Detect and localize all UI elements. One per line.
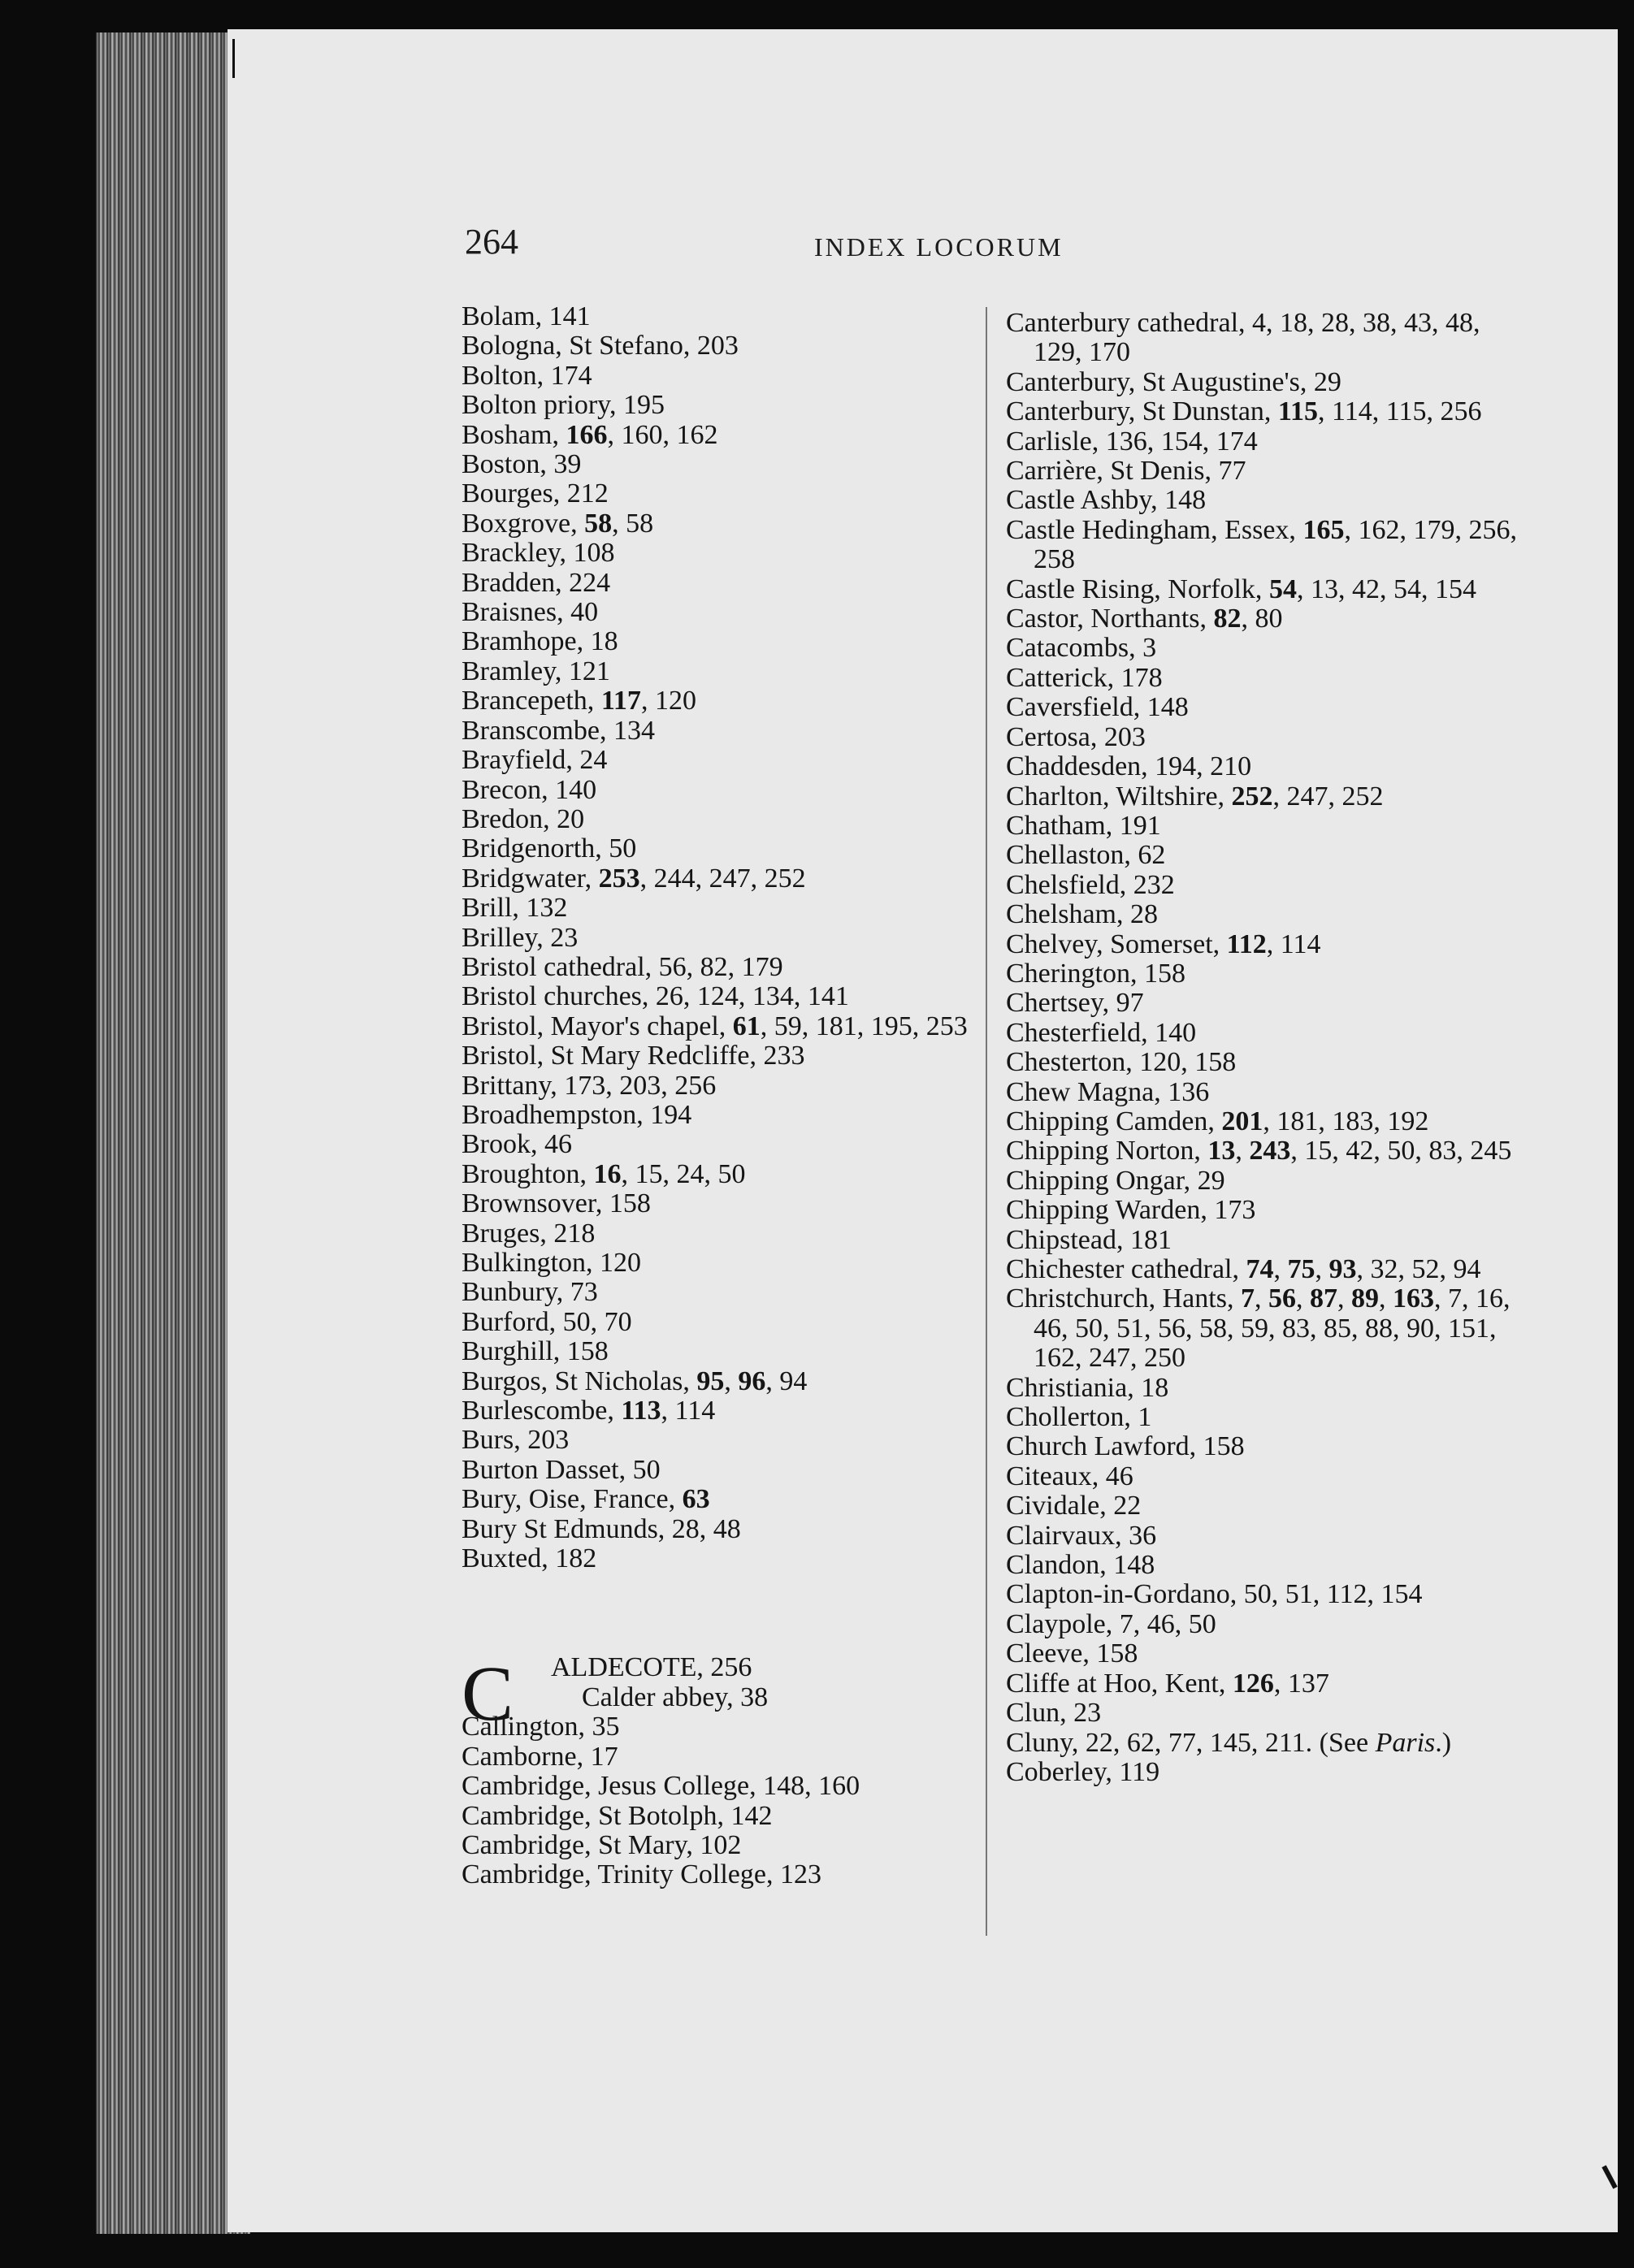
- bold-page-ref: 163: [1392, 1283, 1434, 1314]
- bold-page-ref: 56: [1268, 1283, 1296, 1314]
- bold-page-ref: 93: [1328, 1254, 1357, 1284]
- index-entry: Bramley, 121: [462, 656, 610, 686]
- index-entry: Bredon, 20: [462, 803, 585, 834]
- index-column-left: [462, 302, 982, 1890]
- bold-page-ref: 96: [738, 1366, 766, 1396]
- bold-page-ref: 201: [1221, 1106, 1263, 1136]
- bold-page-ref: 166: [566, 419, 608, 450]
- bold-page-ref: 54: [1268, 573, 1297, 604]
- index-entry: Calder abbey, 38: [582, 1682, 769, 1712]
- index-entry: Bruges, 218: [462, 1218, 596, 1249]
- index-entry: Citeaux, 46: [1006, 1461, 1133, 1491]
- index-entry: Burlescombe, 113, 114: [462, 1396, 716, 1426]
- index-entry: Canterbury, St Dunstan, 115, 114, 115, 256: [1006, 396, 1482, 427]
- index-entry: Burgos, St Nicholas, 95, 96, 94: [462, 1366, 808, 1396]
- bold-page-ref: 89: [1350, 1283, 1379, 1314]
- italic-text: Paris: [1375, 1727, 1436, 1758]
- bold-page-ref: 13: [1207, 1136, 1236, 1166]
- index-entry: Bunbury, 73: [462, 1277, 598, 1308]
- bold-page-ref: 117: [600, 686, 641, 716]
- index-entry: Chipping Ongar, 29: [1006, 1165, 1225, 1196]
- index-entry: Carlisle, 136, 154, 174: [1006, 426, 1258, 457]
- drop-cap-letter: C: [462, 1650, 514, 1738]
- bold-page-ref: 252: [1231, 781, 1273, 812]
- index-entry: Bristol, St Mary Redcliffe, 233: [462, 1041, 805, 1071]
- index-entry: Catterick, 178: [1006, 662, 1163, 693]
- index-entry: Clun, 23: [1006, 1698, 1102, 1729]
- index-entry: Bristol churches, 26, 124, 134, 141: [462, 981, 849, 1012]
- bold-page-ref: 115: [1277, 396, 1319, 427]
- index-entry: Chipping Camden, 201, 181, 183, 192: [1006, 1106, 1429, 1136]
- index-entry: Clandon, 148: [1006, 1550, 1155, 1581]
- index-entry: Brancepeth, 117, 120: [462, 686, 696, 716]
- index-entry: Christchurch, Hants, 7, 56, 87, 89, 163, 7, 16, 46, 50, 51, 56, 58, 59, 83, 85, 88, 90, 151, 162, 247, 250: [1006, 1283, 1510, 1374]
- index-entry: Clairvaux, 36: [1006, 1520, 1157, 1551]
- column-divider: [986, 307, 987, 1936]
- index-entry: Bristol cathedral, 56, 82, 179: [462, 951, 783, 982]
- index-entry: Clapton-in-Gordano, 50, 51, 112, 154: [1006, 1579, 1423, 1610]
- bold-page-ref: 113: [621, 1396, 661, 1426]
- index-entry: Cambridge, Jesus College, 148, 160: [462, 1771, 860, 1802]
- index-entry: Catacombs, 3: [1006, 633, 1157, 664]
- index-entry: Chipstead, 181: [1006, 1224, 1172, 1255]
- index-entry: Bradden, 224: [462, 567, 611, 598]
- binding-mark: [232, 39, 235, 78]
- index-entry: Cividale, 22: [1006, 1491, 1142, 1521]
- index-entry: Canterbury, St Augustine's, 29: [1006, 366, 1341, 397]
- index-entry: Cambridge, Trinity College, 123: [462, 1859, 821, 1890]
- bold-page-ref: 165: [1302, 514, 1345, 545]
- index-entry: Cleeve, 158: [1006, 1638, 1138, 1669]
- index-entry: Boxgrove, 58, 58: [462, 508, 654, 539]
- index-entry: Boston, 39: [462, 449, 582, 480]
- bold-page-ref: 95: [696, 1366, 725, 1396]
- index-entry: Charlton, Wiltshire, 252, 247, 252: [1006, 781, 1384, 812]
- index-entry: Chelvey, Somerset, 112, 114: [1006, 928, 1321, 959]
- index-entry: Brilley, 23: [462, 922, 579, 953]
- index-entry: Bulkington, 120: [462, 1248, 642, 1278]
- index-entry: Branscombe, 134: [462, 715, 655, 746]
- index-entry: Church Lawford, 158: [1006, 1431, 1245, 1462]
- bold-page-ref: 112: [1226, 928, 1267, 959]
- index-entry: Bourges, 212: [462, 478, 609, 509]
- index-entry: Brook, 46: [462, 1129, 572, 1160]
- index-entry: Cluny, 22, 62, 77, 145, 211. (See Paris.): [1006, 1727, 1452, 1758]
- left-entry-list: [462, 302, 982, 1573]
- index-entry: Broughton, 16, 15, 24, 50: [462, 1158, 746, 1189]
- index-entry: Cherington, 158: [1006, 958, 1185, 989]
- index-entry: Chaddesden, 194, 210: [1006, 751, 1252, 782]
- index-entry: Buxted, 182: [462, 1543, 597, 1574]
- index-entry: Castle Ashby, 148: [1006, 485, 1207, 516]
- bold-page-ref: 74: [1246, 1254, 1274, 1284]
- index-column-right: [1006, 309, 1526, 1787]
- index-entry: ALDECOTE, 256: [551, 1652, 752, 1683]
- index-entry: Brill, 132: [462, 893, 568, 924]
- bold-page-ref: 126: [1232, 1668, 1274, 1699]
- index-entry: Brayfield, 24: [462, 745, 608, 776]
- index-entry: Cambridge, St Botolph, 142: [462, 1800, 773, 1831]
- index-entry: Brackley, 108: [462, 538, 615, 569]
- index-entry: Bury St Edmunds, 28, 48: [462, 1513, 741, 1544]
- index-entry: Braisnes, 40: [462, 597, 599, 628]
- running-title: INDEX LOCORUM: [814, 232, 1064, 262]
- index-entry: Castle Rising, Norfolk, 54, 13, 42, 54, 154: [1006, 573, 1476, 604]
- index-entry: Coberley, 119: [1006, 1756, 1160, 1787]
- index-entry: Bridgenorth, 50: [462, 833, 637, 864]
- index-entry: Burford, 50, 70: [462, 1306, 632, 1337]
- index-entry: Chipping Warden, 173: [1006, 1195, 1256, 1226]
- index-entry: Camborne, 17: [462, 1741, 618, 1772]
- index-entry: Bury, Oise, France, 63: [462, 1484, 710, 1515]
- index-entry: Cliffe at Hoo, Kent, 126, 137: [1006, 1668, 1329, 1699]
- index-entry: Chichester cathedral, 74, 75, 93, 32, 52, 94: [1006, 1254, 1481, 1284]
- page-number: 264: [465, 222, 518, 262]
- index-entry: Chesterton, 120, 158: [1006, 1047, 1237, 1078]
- index-entry: Bramhope, 18: [462, 626, 618, 657]
- index-entry: Chipping Norton, 13, 243, 15, 42, 50, 83, 245: [1006, 1136, 1512, 1166]
- index-entry: Chesterfield, 140: [1006, 1017, 1197, 1048]
- index-entry: Chew Magna, 136: [1006, 1076, 1210, 1107]
- index-entry: Broadhempston, 194: [462, 1099, 692, 1130]
- index-entry: Bolam, 141: [462, 301, 591, 331]
- index-entry: Claypole, 7, 46, 50: [1006, 1608, 1216, 1639]
- index-entry: Canterbury cathedral, 4, 18, 28, 38, 43, 48, 129, 170: [1006, 308, 1480, 368]
- index-entry: Bolton, 174: [462, 360, 592, 391]
- bold-page-ref: 7: [1240, 1283, 1255, 1314]
- index-entry: Caversfield, 148: [1006, 692, 1189, 723]
- bold-page-ref: 16: [593, 1158, 622, 1189]
- bold-page-ref: 243: [1249, 1136, 1291, 1166]
- bold-page-ref: 87: [1309, 1283, 1337, 1314]
- index-entry: Chertsey, 97: [1006, 988, 1144, 1019]
- bold-page-ref: 58: [584, 508, 613, 539]
- index-entry: Cambridge, St Mary, 102: [462, 1829, 742, 1860]
- index-entry: Certosa, 203: [1006, 721, 1146, 752]
- index-entry: Castor, Northants, 82, 80: [1006, 604, 1283, 634]
- index-entry: Bristol, Mayor's chapel, 61, 59, 181, 195, 253: [462, 1011, 968, 1041]
- bold-page-ref: 82: [1213, 604, 1242, 634]
- index-entry: Chellaston, 62: [1006, 840, 1166, 871]
- index-entry: Chollerton, 1: [1006, 1402, 1152, 1433]
- index-entry: Chelsfield, 232: [1006, 869, 1175, 900]
- index-entry: Chatham, 191: [1006, 810, 1161, 841]
- bold-page-ref: 63: [682, 1484, 710, 1515]
- right-entry-list: [1006, 309, 1526, 1787]
- bold-page-ref: 61: [732, 1011, 761, 1041]
- index-entry: Brownsover, 158: [462, 1188, 651, 1219]
- index-entry: Burton Dasset, 50: [462, 1454, 661, 1485]
- c-entry-list: [462, 1712, 982, 1889]
- index-entry: Castle Hedingham, Essex, 165, 162, 179, 256, 258: [1006, 514, 1517, 575]
- index-entry: Bolton priory, 195: [462, 390, 665, 421]
- index-entry: Brecon, 140: [462, 774, 597, 805]
- index-entry: Bosham, 166, 160, 162: [462, 419, 718, 450]
- index-entry: Christiania, 18: [1006, 1372, 1169, 1403]
- index-entry: Callington, 35: [462, 1712, 620, 1742]
- bold-page-ref: 253: [598, 863, 640, 894]
- index-entry: Carrière, St Denis, 77: [1006, 456, 1246, 487]
- index-entry: Brittany, 173, 203, 256: [462, 1070, 717, 1101]
- index-entry: Bridgwater, 253, 244, 247, 252: [462, 863, 806, 894]
- index-entry: Burs, 203: [462, 1425, 570, 1456]
- index-entry: Chelsham, 28: [1006, 899, 1158, 930]
- index-entry: Bologna, St Stefano, 203: [462, 331, 739, 361]
- bold-page-ref: 75: [1287, 1254, 1315, 1284]
- index-entry: Burghill, 158: [462, 1336, 609, 1367]
